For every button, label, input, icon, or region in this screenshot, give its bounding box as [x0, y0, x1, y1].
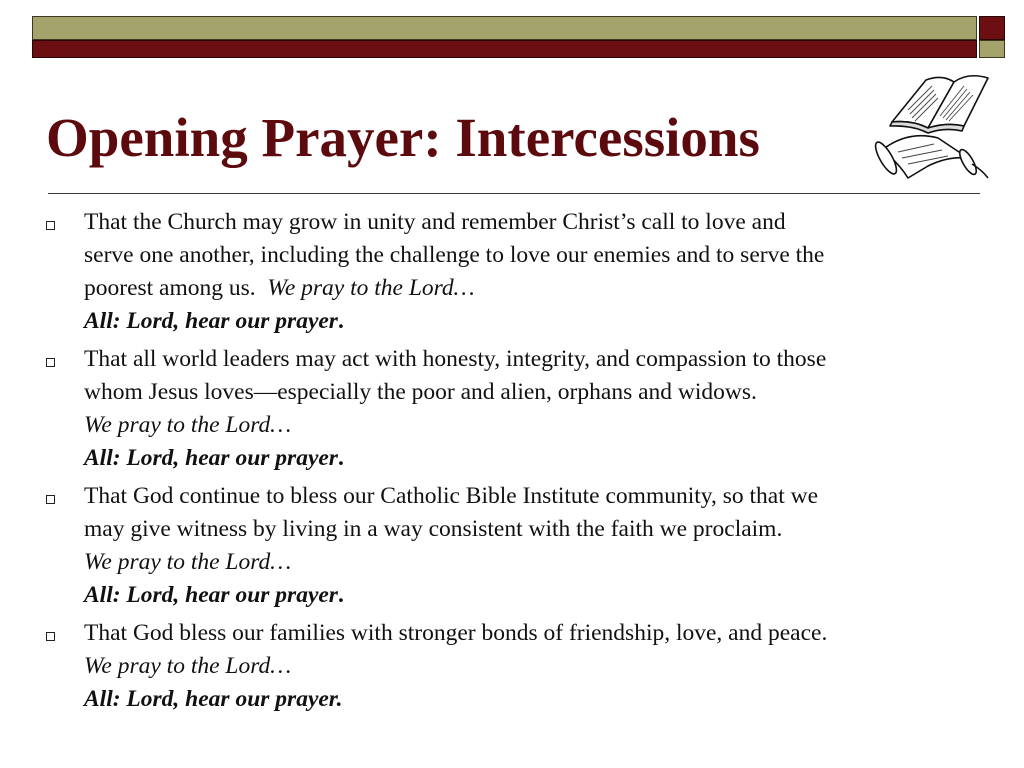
- response-line: [84, 683, 994, 716]
- item-text-line: That God continue to bless our Catholic Bible Institute community, so that we: [84, 483, 819, 509]
- pray-to-the-lord: We pray to the Lord…: [84, 412, 292, 438]
- response-text: All: Lord, hear our prayer.: [84, 686, 343, 712]
- header-square-maroon: [979, 16, 1005, 40]
- header-band-olive: [32, 16, 977, 40]
- response-line: [84, 579, 994, 612]
- pray-to-the-lord: We pray to the Lord…: [84, 549, 292, 575]
- item-text-line: may give witness by living in a way consistent with the faith we proclaim.: [84, 516, 783, 542]
- intercession-item: [44, 480, 994, 612]
- response-period: .: [337, 582, 344, 608]
- response-line: [84, 442, 994, 475]
- square-bullet-icon: [46, 358, 55, 367]
- response-text: All: Lord, hear our prayer: [84, 445, 338, 471]
- item-text-line: That all world leaders may act with honesty, integrity, and compassion to those: [84, 346, 827, 372]
- item-text-line: That the Church may grow in unity and remember Christ’s call to love and: [84, 209, 786, 235]
- item-text-line-with-prayer: [84, 272, 994, 305]
- response-line: [84, 305, 994, 338]
- open-bible-and-scroll-icon: [868, 66, 994, 190]
- intercession-item: [44, 617, 994, 716]
- item-text-line: poorest among us.: [84, 275, 256, 301]
- pray-to-the-lord: We pray to the Lord…: [84, 653, 292, 679]
- intercession-item: [44, 343, 994, 475]
- item-text-line: That God bless our families with stronger bonds of friendship, love, and peace.: [84, 620, 828, 646]
- square-bullet-icon: [46, 221, 55, 230]
- header-square-olive: [979, 40, 1005, 58]
- response-period: .: [337, 308, 344, 334]
- intercession-item: [44, 206, 994, 338]
- intercession-list: [44, 206, 994, 721]
- slide-title: Opening Prayer: Intercessions: [46, 107, 760, 168]
- title-divider: [48, 193, 980, 194]
- square-bullet-icon: [46, 632, 55, 641]
- item-text-line: whom Jesus loves—especially the poor and alien, orphans and widows.: [84, 379, 757, 405]
- item-text-line: serve one another, including the challenge to love our enemies and to serve the: [84, 242, 825, 268]
- header-band-maroon: [32, 40, 977, 58]
- square-bullet-icon: [46, 495, 55, 504]
- response-text: All: Lord, hear our prayer: [84, 582, 338, 608]
- pray-to-the-lord: We pray to the Lord…: [267, 275, 475, 301]
- response-text: All: Lord, hear our prayer: [84, 308, 338, 334]
- response-period: .: [337, 445, 344, 471]
